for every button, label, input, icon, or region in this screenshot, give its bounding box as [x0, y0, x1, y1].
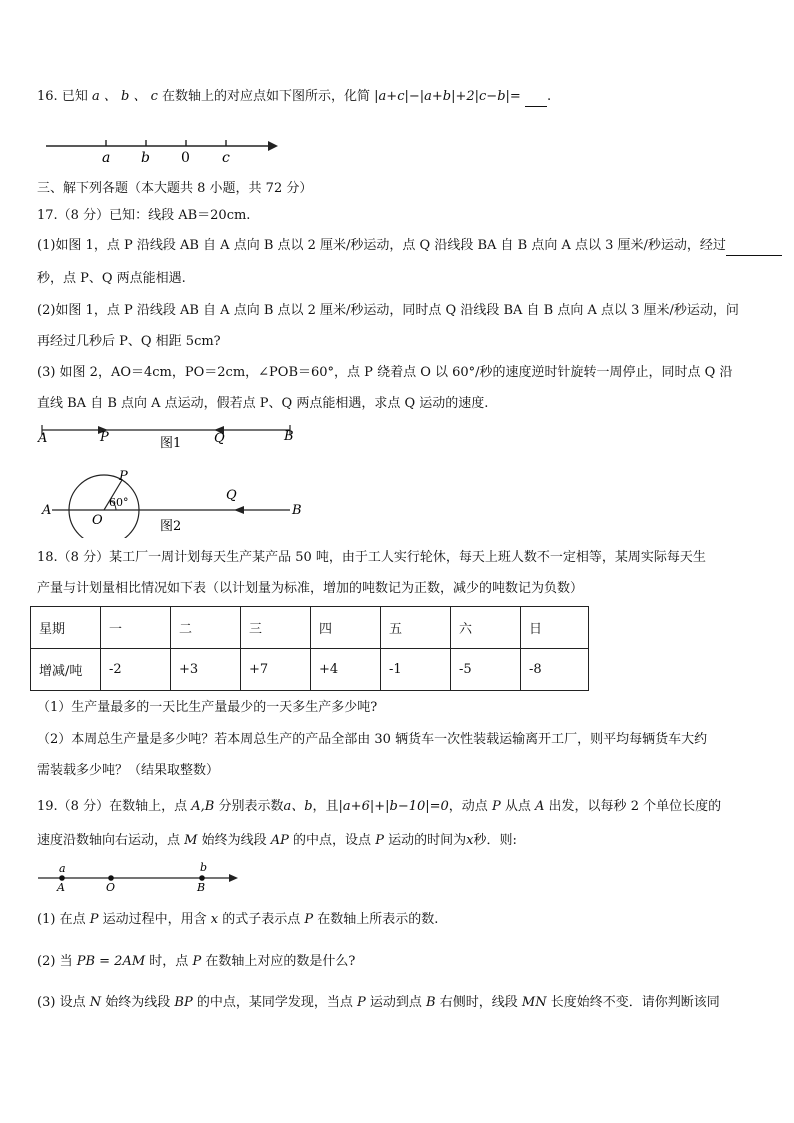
table-cell: -5	[451, 649, 521, 691]
section-heading: 三、解下列各题（本大题共 8 小题，共 72 分）	[37, 181, 313, 196]
angle-label: 60°	[109, 496, 129, 509]
table-row	[31, 649, 589, 691]
figure-1	[34, 420, 304, 458]
table-cell: +7	[241, 649, 311, 691]
table-cell: +4	[311, 649, 381, 691]
q18-head: 18.（8 分）某工厂一周计划每天生产某产品 50 吨，由于工人实行轮休，每天上班人数不一定相等，某周实际每天生	[37, 550, 706, 565]
table-header-row	[31, 607, 589, 649]
q16-text: 16. 已知 a 、 b 、 c 在数轴上的对应点如下图所示，化简 |a+c|−|a+b|+2|c−b|= .	[37, 88, 551, 107]
label-A: A	[57, 881, 65, 894]
table-cell: -1	[381, 649, 451, 691]
point-A	[59, 875, 65, 881]
q17-part1-line1: (1)如图 1，点 P 沿线段 AB 自 A 点向 B 点以 2 厘米/秒运动，点 Q 沿线段 BA 自 B 点向 A 点以 3 厘米/秒运动，经过	[37, 237, 782, 256]
q19-sub2: (2) 当 PB = 2AM 时，点 P 在数轴上对应的数是什么?	[37, 954, 356, 969]
figure-2-caption: 图2	[160, 519, 182, 534]
label-A: A	[38, 431, 48, 446]
table-cell: 日	[521, 607, 589, 649]
table-cell: +3	[171, 649, 241, 691]
label-P: P	[100, 430, 109, 445]
q19-line2: 速度沿数轴向右运动，点 M 始终为线段 AP 的中点，设点 P 运动的时间为x秒．则:	[37, 833, 517, 848]
label-O: O	[106, 881, 116, 894]
label-A: A	[42, 503, 52, 518]
q16-vars: a 、 b 、 c	[91, 89, 158, 104]
label-B: B	[197, 881, 206, 894]
point-B	[199, 875, 205, 881]
point-label-c: c	[222, 150, 230, 166]
table-cell: 四	[311, 607, 381, 649]
label-B: B	[292, 503, 302, 518]
q19-condition: |a+6|+|b−10|=0	[338, 799, 449, 814]
arrow-left	[234, 506, 244, 514]
label-B: B	[284, 429, 294, 444]
point-O	[108, 875, 114, 881]
label-O: O	[92, 513, 103, 528]
q18-sub1: （1）生产量最多的一天比生产量最少的一天多生产多少吨?	[37, 700, 378, 715]
table-cell: -2	[101, 649, 171, 691]
label-P: P	[119, 469, 128, 484]
point-label-b: b	[141, 150, 150, 166]
table-cell: 六	[451, 607, 521, 649]
q17-head: 17.（8 分）已知：线段 AB＝20cm.	[37, 208, 251, 223]
q16-expression: |a+c|−|a+b|+2|c−b|=	[374, 89, 521, 104]
figure-2	[34, 466, 314, 538]
table-cell: 一	[101, 607, 171, 649]
table-cell: -8	[521, 649, 589, 691]
q16-number: 16.	[37, 89, 58, 104]
q18-sub2-line1: （2）本周总生产量是多少吨？若本周总生产的产品全部由 30 辆货车一次性装载运输离开工厂，则平均每辆货车大约	[37, 732, 708, 747]
production-table	[30, 606, 589, 691]
q17-part3-line1: (3) 如图 2，AO＝4cm，PO＝2cm，∠POB＝60°，点 P 绕着点 O 以 60°/秒的速度逆时针旋转一周停止，同时点 Q 沿	[37, 365, 733, 380]
q18-line2: 产量与计划量相比情况如下表（以计划量为标准，增加的吨数记为正数，减少的吨数记为负数）	[37, 581, 584, 596]
table-cell: 增减/吨	[31, 649, 101, 691]
q17-part2-line1: (2)如图 1，点 P 沿线段 AB 自 A 点向 B 点以 2 厘米/秒运动，同时点 Q 沿线段 BA 自 B 点向 A 点以 3 厘米/秒运动，问	[37, 303, 739, 318]
axis-arrow	[268, 141, 278, 151]
table-cell: 二	[171, 607, 241, 649]
q19-number-line	[36, 860, 246, 894]
answer-blank	[525, 88, 547, 107]
q17-part1-line2: 秒，点 P、Q 两点能相遇.	[37, 271, 186, 286]
point-label-a: a	[102, 150, 111, 166]
label-a: a	[59, 862, 66, 875]
q17-part2-line2: 再经过几秒后 P、Q 相距 5cm?	[37, 334, 221, 349]
q18-sub2-line2: 需装载多少吨？（结果取整数）	[37, 763, 220, 778]
table-cell: 五	[381, 607, 451, 649]
axis-arrow	[229, 874, 238, 882]
label-Q: Q	[226, 488, 237, 503]
q19-line1: 19.（8 分）在数轴上，点 A,B 分别表示数a、b，且|a+6|+|b−10|=0，动点 P 从点 A 出发，以每秒 2 个单位长度的	[37, 799, 722, 814]
answer-blank	[726, 237, 782, 256]
table-cell: 三	[241, 607, 311, 649]
q19-sub1: (1) 在点 P 运动过程中，用含 x 的式子表示点 P 在数轴上所表示的数.	[37, 912, 439, 927]
label-b: b	[200, 861, 208, 874]
rotation-circle	[69, 475, 139, 538]
q16-number-line	[40, 132, 290, 166]
point-label-0: 0	[181, 150, 190, 166]
table-cell: 星期	[31, 607, 101, 649]
q17-part3-line2: 直线 BA 自 B 点向 A 点运动，假若点 P、Q 两点能相遇，求点 Q 运动的速度.	[37, 396, 489, 411]
figure-1-caption: 图1	[160, 436, 182, 451]
label-Q: Q	[214, 431, 225, 446]
q19-sub3: (3) 设点 N 始终为线段 BP 的中点，某同学发现，当点 P 运动到点 B 右侧时，线段 MN 长度始终不变．请你判断该同	[37, 995, 720, 1010]
